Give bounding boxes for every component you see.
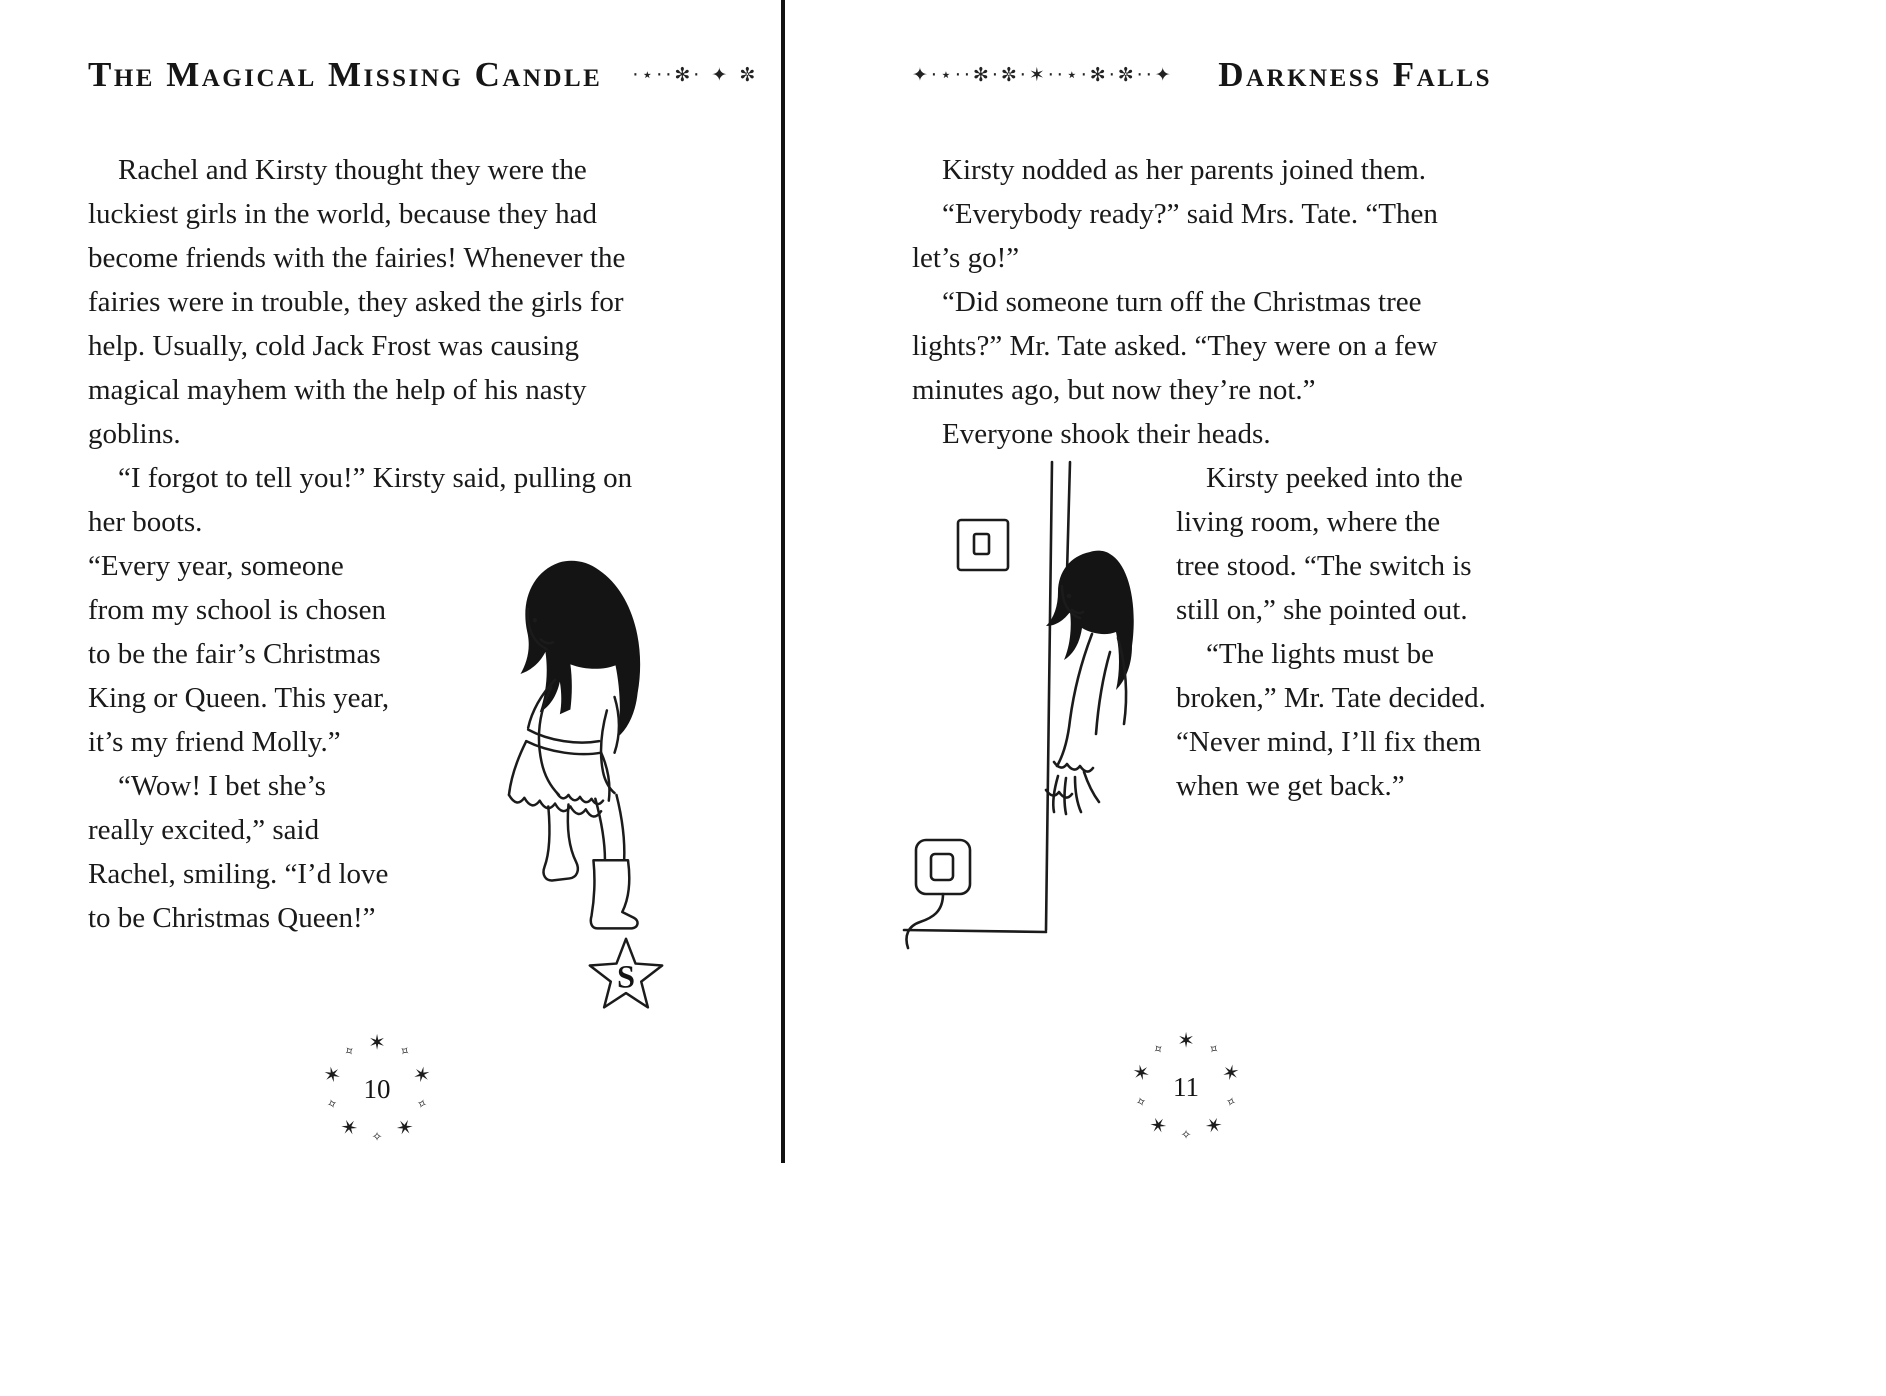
page-right xyxy=(785,0,1886,1396)
wreath-star-icon: ✶ xyxy=(1127,1060,1156,1085)
wreath-star-icon: ✧ xyxy=(411,1095,430,1111)
wreath-star-icon: ✶ xyxy=(368,1030,386,1055)
page-number: 10 xyxy=(363,1073,391,1104)
illustration-girl-peeking xyxy=(900,460,1162,954)
paragraph: Kirsty peeked into the living room, where the tree stood. “The switch is still on,” she pointed out. xyxy=(1176,462,1472,626)
right-page-body xyxy=(912,148,1490,808)
left-page-title: The Magical Missing Candle xyxy=(88,55,603,94)
paragraph: Everyone shook their heads. xyxy=(942,418,1271,450)
wreath-star-icon: ✶ xyxy=(335,1111,364,1142)
paragraph: Rachel and Kirsty thought they were the luckiest girls in the world, because they had become friends with the fairies! Whenever the fairies were in trouble, they asked the girls for help. Usually, cold Jack Frost was causing magical mayhem with the help of his nasty goblins. xyxy=(88,154,626,450)
right-page-title: Darkness Falls xyxy=(1218,55,1492,94)
left-page-header xyxy=(88,52,759,98)
page-number-wreath xyxy=(1127,1028,1245,1142)
wreath-star-icon: ✧ xyxy=(1220,1093,1239,1109)
wreath-star-icon: ✶ xyxy=(1144,1109,1173,1140)
paragraph: “Every year, someone from my school is chosen to be the fair’s Christmas King or Queen. This year, it’s my friend Molly.” xyxy=(88,550,390,758)
star-trail-icon: ✦·⋆··✻·✼·✶··⋆·✻·✼··✦ xyxy=(912,63,1174,86)
right-page-header xyxy=(912,52,1492,98)
left-page-body xyxy=(88,148,666,996)
star-badge-letter: S xyxy=(616,959,636,996)
girl-pulling-boots-drawing xyxy=(436,544,676,946)
wreath-star-icon: ✧ xyxy=(1204,1040,1222,1060)
page-number-wreath xyxy=(318,1030,436,1144)
illustration-girl-pulling-boots xyxy=(406,544,726,1022)
girl-peeking-drawing xyxy=(900,460,1162,954)
paragraph: “The lights must be broken,” Mr. Tate decided. “Never mind, I’ll fix them when we get back.” xyxy=(1176,638,1486,802)
paragraph: Kirsty nodded as her parents joined them. xyxy=(942,154,1427,186)
paragraph: “Did someone turn off the Christmas tree lights?” Mr. Tate asked. “They were on a few minutes ago, but now they’re not.” xyxy=(912,286,1438,406)
wreath-star-icon: ✶ xyxy=(1199,1109,1228,1140)
wreath-star-icon: ✶ xyxy=(407,1062,436,1087)
paragraph: “I forgot to tell you!” Kirsty said, pulling on her boots. xyxy=(88,462,633,538)
wreath-star-icon: ✶ xyxy=(318,1062,347,1087)
wreath-star-icon: ✧ xyxy=(1150,1040,1168,1060)
paragraph: “Wow! I bet she’s really excited,” said Rachel, smiling. “I’d love to be Christmas Queen!” xyxy=(88,770,389,934)
wreath-star-icon: ✧ xyxy=(341,1042,359,1062)
star-trail-icon: ·⋆··✻· ✦ ✼ xyxy=(632,63,759,86)
wreath-star-icon: ✧ xyxy=(1133,1093,1152,1109)
wreath-star-icon: ✧ xyxy=(324,1095,343,1111)
paragraph: “Everybody ready?” said Mrs. Tate. “Then let’s go!” xyxy=(912,198,1438,274)
wreath-star-icon: ✶ xyxy=(1216,1060,1245,1085)
page-number: 11 xyxy=(1173,1071,1199,1102)
star-badge xyxy=(586,932,666,1018)
wreath-star-icon: ✶ xyxy=(1177,1028,1195,1053)
page-left xyxy=(0,0,781,1396)
wreath-star-icon: ✧ xyxy=(1180,1125,1192,1141)
wreath-star-icon: ✧ xyxy=(395,1042,413,1062)
wreath-star-icon: ✶ xyxy=(390,1111,419,1142)
wreath-star-icon: ✧ xyxy=(371,1127,383,1143)
